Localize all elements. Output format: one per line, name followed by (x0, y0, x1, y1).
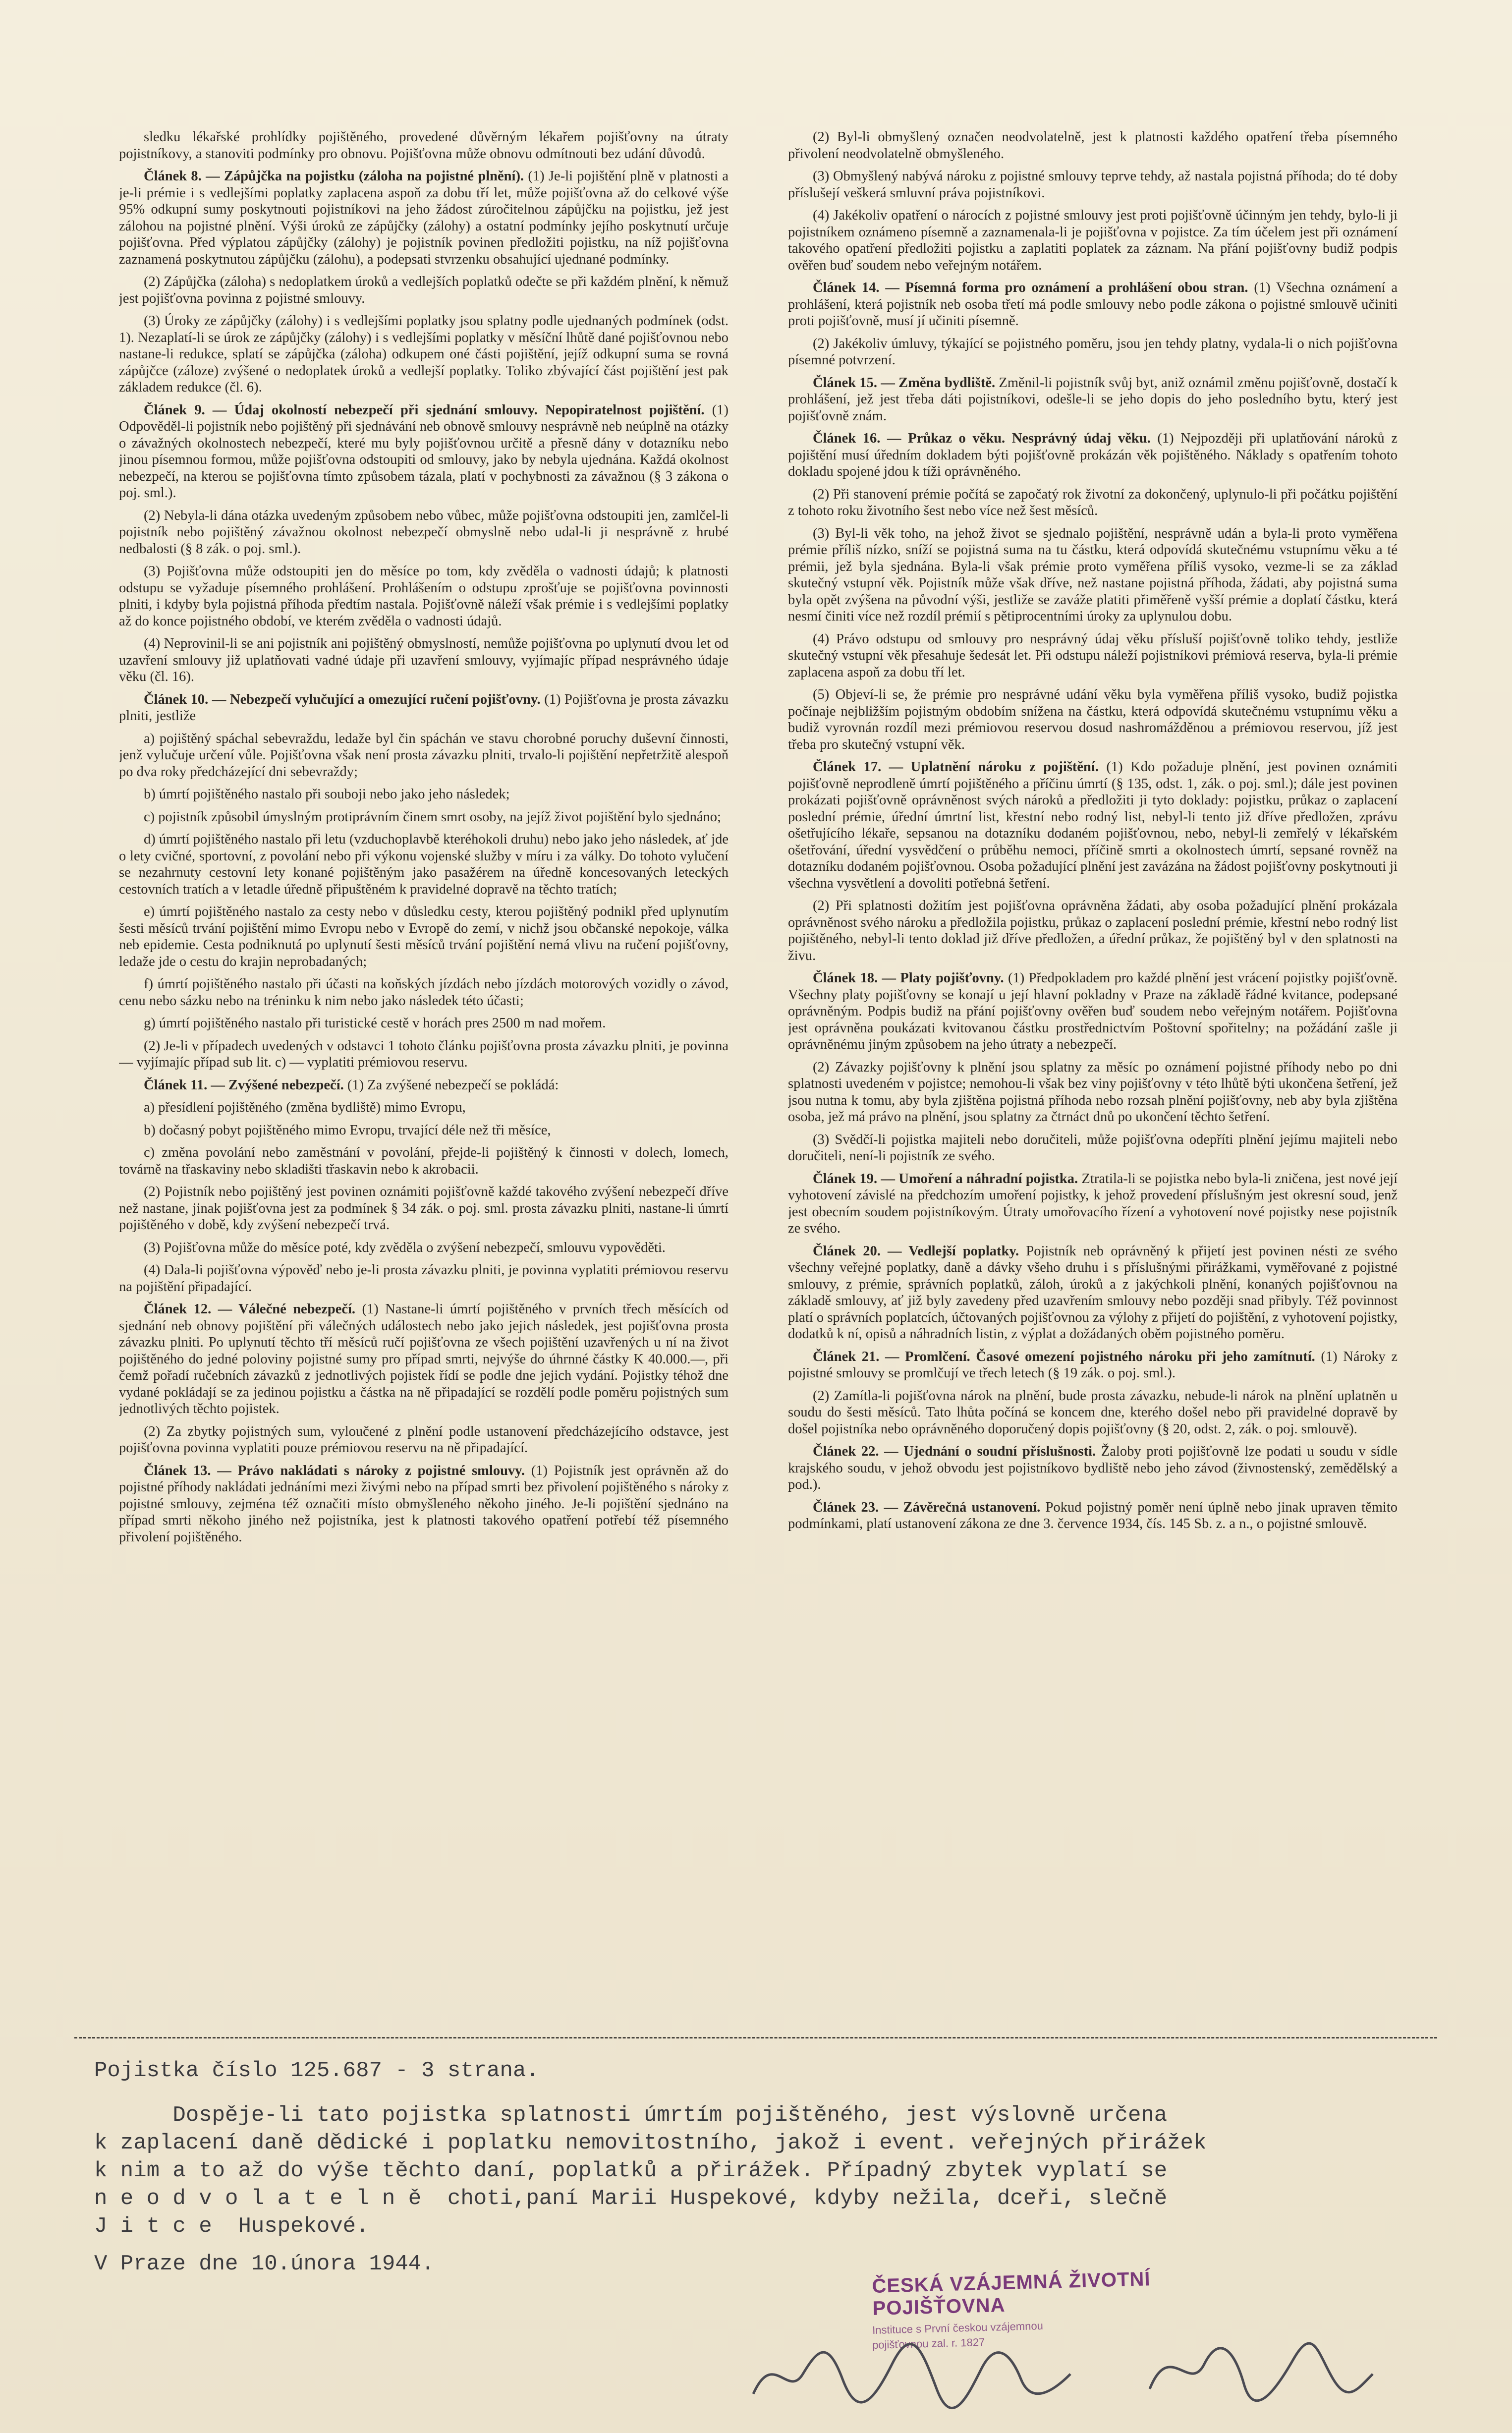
paragraph (788, 1388, 1398, 1438)
paragraph (788, 898, 1398, 964)
paragraph-text: (2) Za zbytky pojistných sum, vyloučené z plnění podle ustanovení předcházejícího odstavce, jest pojišťovna povinna vyplatiti pouze prémiovou reservu na ně připadající. (119, 1423, 728, 1456)
paragraph-text: (5) Objeví-li se, že prémie pro nesprávné udání věku byla vyměřena příliš vysoko, budiž pojistka počínaje nejbližším pojistným obdobím snížena na částku, která odpovídá skutečnému vstupnímu věku a budiž vyrovnán rozdíl mezi prémiovou reservou dosud nashromážděnou a prémiovou reservou, jíž jest třeba pro skutečný vstupní věk. (788, 687, 1398, 752)
paragraph-text: (1) Pojišťovna je prosta závazku plniti, jestliže (119, 691, 728, 724)
paragraph (119, 274, 728, 307)
paragraph (119, 508, 728, 558)
article-heading: Článek 19. — Umoření a náhradní pojistka. (813, 1171, 1078, 1187)
paragraph (119, 313, 728, 396)
typed-line: Dospěje-li tato pojistka splatnosti úmrtím pojištěného, jest výslovně určena (94, 2103, 1168, 2128)
paragraph (788, 1243, 1398, 1343)
paragraph (788, 375, 1398, 425)
article-heading: Článek 9. — Údaj okolností nebezpečí při sjednání smlouvy. Nepopiratelnost pojištění. (144, 402, 705, 418)
paragraph (788, 1349, 1398, 1382)
paragraph-text: (2) Pojistník nebo pojištěný jest povinen oznámiti pojišťovně každé takového zvýšení nebezpečí dříve než nastane, jinak pojišťovna jest za podmínek § 34 zák. o poj. sml. prosta závazku plniti, nastane-li úmrtí pojištěného v době, kdy zvýšení nebezpečí trvá. (119, 1184, 728, 1233)
paragraph (788, 759, 1398, 892)
left-column (119, 129, 728, 2002)
paragraph (788, 1443, 1398, 1493)
paragraph-text: sledku lékařské prohlídky pojištěného, provedené důvěrným lékařem pojišťovny na útraty pojistníkovy, a stanoviti podmínky pro obnovu. Pojišťovna může obnovu odmítnouti bez udání důvodů. (119, 129, 728, 162)
paragraph-text: f) úmrtí pojištěného nastalo při účasti na koňských jízdách nebo jízdách motorových vozidly o závod, cenu nebo sázku nebo na tréninku k nim nebo jako následek této účasti; (119, 976, 728, 1009)
paragraph-text: b) úmrtí pojištěného nastalo při souboji nebo jako jeho následek; (144, 787, 510, 802)
paragraph (119, 402, 728, 502)
paragraph-text: Pojistník neb oprávněný k přijetí jest povinen nésti ze svého všechny veřejné poplatky, daně a dávky všeho druhu i s příslušnými přirážkami, vyměřované z pojistné smlouvy, z prémie, správních poplatků, záloh, úroků a z jakýchkoli plnění, konaných pojišťovnou na základě smlouvy, ať již byly zavedeny před uzavřením smlouvy nebo později snad přibyly. Též povinnost platí o správních poplatcích, účtovaných pojišťovnou za výlohy z přijetí do pojištění, z vyhotovení pojistky, dodatků k ní, opisů a náhradních listin, z výplat a dožádaných oběm pojistného poměru. (788, 1243, 1398, 1342)
paragraph (119, 1463, 728, 1546)
paragraph-text: Žaloby proti pojišťovně lze podati u soudu v sídle krajského soudu, v jehož obvodu jest pojistníkovo bydliště nebo jeho závod (živnostenský, zemědělský a pod.). (788, 1444, 1398, 1492)
article-heading: Článek 8. — Zápůjčka na pojistku (záloha na pojistné plnění). (144, 169, 524, 184)
paragraph-text: d) úmrtí pojištěného nastalo při letu (vzduchoplavbě kteréhokoli druhu) nebo jako jeho následek, ať jde o lety cvičné, sportovní, z povolání nebo při výkonu vojenské služby v míru i za války. Do tohoto vylučení se nezahrnuty cestovní lety konané pojištěným jako pasažérem na úředně koncesovaných leteckých cestovních tratích a v letadle úředně připuštěném k pravidelné dopravě na těchto tratích; (119, 832, 728, 897)
paragraph (788, 129, 1398, 162)
article-heading: Článek 21. — Promlčení. Časové omezení pojistného nároku při jeho zamítnutí. (813, 1349, 1315, 1364)
paragraph (119, 831, 728, 898)
paragraph (788, 1499, 1398, 1532)
printed-conditions (119, 129, 1398, 2002)
paragraph-text: (2) Při stanovení prémie počítá se započatý rok životní za dokončený, uplynulo-li při počátku pojištění z tohoto roku životního šest nebo více než šest měsíců. (788, 486, 1398, 518)
paragraph (119, 1077, 728, 1094)
paragraph-text: (3) Svědčí-li pojistka majiteli nebo doručiteli, může pojišťovna odepříti plnění jejímu majiteli nebo doručiteli, není-li pojistník ze svého. (788, 1132, 1398, 1164)
signatures (743, 2320, 1388, 2419)
paragraph (119, 1038, 728, 1071)
paragraph-text: (4) Dala-li pojišťovna výpověď nebo je-li prosta závazku plniti, je povinna vyplatiti prémiovou reservu na pojištění připadající. (119, 1262, 728, 1295)
paragraph (119, 1301, 728, 1417)
article-heading: Článek 18. — Platy pojišťovny. (813, 970, 1004, 986)
paragraph (788, 207, 1398, 274)
paragraph-text: c) změna povolání nebo zaměstnání v povolání, přejde-li pojištěný k činnosti v dolech, lomech, továrně na třaskaviny nebo skladišti třaskavin nebo k akrobacii. (119, 1145, 728, 1177)
paragraph (119, 731, 728, 781)
article-heading: Článek 11. — Zvýšené nebezpečí. (144, 1077, 344, 1093)
paragraph-text: c) pojistník způsobil úmyslným protiprávním činem smrt osoby, na jejíž život pojištění bylo sjednáno; (144, 809, 721, 825)
paragraph-text: (3) Obmyšlený nabývá nároku z pojistné smlouvy teprve tehdy, až nastala pojistná příhoda; do té doby příslušejí veškerá smluvní práva pojistníkovi. (788, 169, 1398, 201)
paragraph-text: Ztratila-li se pojistka nebo byla-li zničena, jest nové její vyhotovení závislé na předchozím umoření pojistky, k jehož provedení příslušným jest okresní soud, jenž jest obecním soudem pojistníkovým. Útraty umořovacího řízení a vyhotovení nové pojistky nese pojistník ze svého. (788, 1171, 1398, 1236)
paragraph-text: Pokud pojistný poměr není úplně nebo jinak upraven těmito podmínkami, platí ustanovení zákona ze dne 3. července 1934, čís. 145 Sb. z. a n., o pojistné smlouvě. (788, 1499, 1398, 1531)
paragraph (119, 786, 728, 803)
paragraph (788, 1132, 1398, 1165)
paragraph (788, 525, 1398, 625)
paragraph-text: (2) Závazky pojišťovny k plnění jsou splatny za měsíc po oznámení pojistné příhody nebo po dni splatnosti uvedeném v pojistce; nemohou-li však bez viny pojišťovny v této lhůtě býti ukončena šetření, jež jsou nutna k tomu, aby byla zjištěna pojistná příhoda nebo rozsah plnění pojišťovny, neb aby byla zjištěna osoba, jež má právo na plnění, jsou splatny za čtrnáct dnů po ukončení těchto šetření. (788, 1059, 1398, 1125)
dashed-divider (74, 2037, 1437, 2038)
typed-line: k zaplacení daně dědické i poplatku nemovitostního, jakož i event. veřejných přirážek (94, 2131, 1207, 2155)
paragraph-text: g) úmrtí pojištěného nastalo při turistické cestě v horách pres 2500 m nad mořem. (144, 1016, 606, 1031)
paragraph-text: (1) Pojistník jest oprávněn až do pojistné příhody nakládati jednáními mezi živými nebo na případ smrti bez přivolení pojištěného s nároky z pojistné smlouvy, zejména též označiti místo obmyšleného někoho jiného. Je-li pojištění sjednáno na případ smrti někoho jiného než pojistníka, jest k platnosti takového opatření potřebí též písemného přivolení pojištěného. (119, 1463, 728, 1545)
paragraph-text: (3) Pojišťovna může do měsíce poté, kdy zvěděla o zvýšení nebezpečí, smlouvu vypověděti. (144, 1240, 666, 1255)
paragraph (119, 809, 728, 826)
paragraph (788, 336, 1398, 369)
paragraph (119, 563, 728, 629)
paragraph-text: (1) Předpokladem pro každé plnění jest vrácení pojistky pojišťovně. Všechny platy pojišťovny se konají u její hlavní pokladny v Praze na základě řádné kvitance, podepsané oprávněným. Podpis budiž na přání pojišťovny ověřen buď soudem nebo veřejným notářem. Pojišťovna jest oprávněna poukázati kvitovanou částku prostřednictvím Poštovní spořitelny; na požádání zašle ji oprávněnému jiným způsobem na jeho útraty a nebezpečí. (788, 970, 1398, 1052)
stamp-subtitle: Instituce s První českou vzájemnou (872, 2319, 1044, 2336)
paragraph (788, 1059, 1398, 1126)
article-heading: Článek 14. — Písemná forma pro oznámení a prohlášení obou stran. (813, 280, 1248, 295)
typed-clause (94, 2101, 1432, 2240)
paragraph (119, 1423, 728, 1457)
paragraph (788, 686, 1398, 753)
paragraph (788, 168, 1398, 201)
article-heading: Článek 13. — Právo nakládati s nároky z pojistné smlouvy. (144, 1463, 525, 1478)
paragraph (119, 1240, 728, 1256)
paragraph (788, 486, 1398, 519)
date-line: V Praze dne 10.února 1944. (94, 2252, 435, 2276)
article-heading: Článek 10. — Nebezpečí vylučující a omezující ručení pojišťovny. (144, 691, 541, 707)
paragraph-text: (2) Jakékoliv úmluvy, týkající se pojistného poměru, jsou jen tehdy platny, vydala-li o nich pojišťovna písemné potvrzení. (788, 336, 1398, 368)
paragraph (788, 1171, 1398, 1237)
paragraph-text: a) pojištěný spáchal sebevraždu, ledaže byl čin spáchán ve stavu chorobné poruchy duševní činnosti, jenž vylučuje určení vůle. Pojišťovna však není prosta závazku plniti, trvalo-li pojištění nepřetržitě alespoň po dva roky předcházející dni sebevraždy; (119, 731, 728, 780)
paragraph-text: (2) Při splatnosti dožitím jest pojišťovna oprávněna žádati, aby osoba požadující plnění prokázala oprávněnost svého nároku a předložila pojistku, průkaz o zaplacení poslední prémie, křestní nebo rodný list pojištěného, nebyl-li tento doklad již dříve předložen, a úřední průkaz, že pojištěný byl v den splatnosti na živu. (788, 898, 1398, 963)
typed-line: n e o d v o l a t e l n ě choti,paní Marii Huspekové, kdyby nežila, dceři, slečně (94, 2186, 1168, 2211)
paragraph (119, 1122, 728, 1139)
paragraph-text: (2) Zápůjčka (záloha) s nedoplatkem úroků a vedlejších poplatků odečte se při každém plnění, k němuž jest pojišťovna povinna z pojistné smlouvy. (119, 274, 728, 306)
typed-line: k nim a to až do výše těchto daní, poplatků a přirážek. Případný zbytek vyplatí se (94, 2158, 1168, 2183)
typed-line: J i t c e Huspekové. (94, 2214, 369, 2239)
paragraph-text: a) přesídlení pojištěného (změna bydliště) mimo Evropu, (144, 1100, 466, 1115)
paragraph-text: (1) Nastane-li úmrtí pojištěného v prvních třech měsících od sjednání neb obnovy pojištění při válečných událostech nebo jako jejich následek, jest pojišťovna prosta závazku plniti. Po uplynutí těchto tří měsíců ručí pojišťovna ze všech pojištění uzavřených u ní na život pojištěného do jedné poloviny pojistné sumy pro případ smrti, nejvýše do úhrnné částky K 40.000.—, při čemž pořadí ručebních závazků z jednotlivých pojistek řídí se podle dne jejich vydání. Pojistky téhož dne vydané pokládají se za jedinou pojistku a částka na ně připadající se rozdělí podle poměru pojistných sum jednotlivých těchto pojistek. (119, 1301, 728, 1416)
signature-right (1150, 2343, 1373, 2401)
paragraph-text: e) úmrtí pojištěného nastalo za cesty nebo v důsledku cesty, kterou pojištěný podnikl před uplynutím šesti měsíců trvání pojištění mimo Evropu nebo v Evropě do zemí, v nichž jsou občanské nepokoje, válka neb epidemie. Cesta podniknutá po uplynutí šesti měsíců trvání pojištění nemá vlivu na ručení pojišťovny, ledaže jde o cestu do krajin neprobadaných; (119, 904, 728, 969)
paragraph-text: (2) Byl-li obmyšlený označen neodvolatelně, jest k platnosti každého opatření třeba písemného přivolení neodvolatelně obmyšleného. (788, 129, 1398, 162)
paragraph-text: (1) Kdo požaduje plnění, jest povinen oznámiti pojišťovně neprodleně úmrtí pojištěného a příčinu úmrtí (§ 135, odst. 1, zák. o poj. sml.); dále jest povinen prokázati pojišťovně oprávněnost svých nároků a předložiti ji tyto doklady: pojistku, průkaz o zaplacení poslední prémie, úřední úmrtní list, křestní nebo rodný list, nebyl-li tento již dříve předložen, zprávu ošetřujícího lékaře, sepsanou na dotazníku dodaném pojišťovnou, nebo, nebyl-li zemřelý v lékařském ošetřování, úřední vysvědčení o průběhu nemoci, příčině smrti a okolnostech úmrtí, sepsané rovněž na dotazníku dodaném pojišťovnou. Osoba požadující plnění jest zavázána na žádost pojišťovny poskytnouti ji všechna vysvětlení a dovoliti potřebná šetření. (788, 759, 1398, 891)
paragraph (788, 430, 1398, 480)
article-heading: Článek 22. — Ujednání o soudní příslušnosti. (813, 1444, 1096, 1459)
paragraph-text: (1) Odpověděl-li pojistník nebo pojištěný při sjednávání neb obnově smlouvy nesprávně neb neúplně na otázky o závažných okolnostech nebezpečí, které mu byly pojišťovnou určitě a přesně dány v dotazníku nebo jinou písemnou formou, může pojišťovna odstoupiti od smlouvy, jako by nebyla ujednána. Každá okolnost nebezpečí, na kterou se pojišťovna tímto způsobem tázala, platí v pochybnosti za závažnou (§ 3 zákona o poj. sml.). (119, 402, 728, 501)
paragraph-text: (1) Nejpozději při uplatňování nároků z pojištění musí úředním dokladem býti pojišťovně prokázán věk pojištěného. Náklady s opatřením tohoto dokladu spojené jdou k tíži oprávněného. (788, 431, 1398, 479)
paragraph (119, 168, 728, 268)
paragraph (119, 1144, 728, 1178)
paragraph (119, 635, 728, 685)
article-heading: Článek 23. — Závěrečná ustanovení. (813, 1499, 1041, 1515)
stamp-title: ČESKÁ VZÁJEMNÁ ŽIVOTNÍ POJIŠŤOVNA (871, 2268, 1151, 2320)
paragraph-text: (4) Právo odstupu od smlouvy pro nesprávný údaj věku přísluší pojišťovně toliko tehdy, jestliže skutečný vstupní věk přesahuje šedesát let. Při odstupu náleží pojistníkovi prémiová reserva, byla-li prémie zaplacena aspoň za dobu tří let. (788, 631, 1398, 680)
article-heading: Článek 20. — Vedlejší poplatky. (813, 1243, 1019, 1259)
paragraph (788, 970, 1398, 1053)
article-heading: Článek 17. — Uplatnění nároku z pojištění. (813, 759, 1099, 775)
paragraph-text: (2) Zamítla-li pojišťovna nárok na plnění, bude prosta závazku, nebude-li nárok na plnění uplatněn u soudu do šesti měsíců. Tato lhůta počíná se koncem dne, kterého došel nebo při pravidelné dopravě by došel pojistníka nebo oprávněného doporučený dopis pojišťovny (§ 20, odst. 2, zák. o poj. smlouvě). (788, 1388, 1398, 1437)
paragraph-text: (1) Nároky z pojistné smlouvy se promlčují ve třech letech (§ 19 zák. o poj. sml.). (788, 1349, 1398, 1381)
article-heading: Článek 12. — Válečné nebezpečí. (144, 1301, 356, 1317)
paragraph (788, 280, 1398, 330)
paragraph-text: Změnil-li pojistník svůj byt, aniž oznámil změnu pojišťovně, dostačí k prohlášení, jež jest třeba dáti pojistníkovi, odešle-li se jeho dopis do jeho posledního bytu, který jest pojišťovně znám. (788, 375, 1398, 424)
stamp-subtitle-2: pojišťovnou zal. r. 1827 (872, 2336, 985, 2351)
paragraph-text: b) dočasný pobyt pojištěného mimo Evropu, trvající déle než tři měsíce, (144, 1122, 551, 1138)
paragraph (119, 1099, 728, 1116)
paragraph (119, 1184, 728, 1234)
paragraph-text: (3) Byl-li věk toho, na jehož život se sjednalo pojištění, nesprávně udán a byla-li proto vyměřena prémie příliš nízko, sníží se pojistná suma na tu částku, která odpovídá skutečnému vstupnímu věku a té prémii, jež byla sjednána. Byla-li však prémie proto vyměřena příliš vysoko, vezme-li se za základ skutečný vstupní věk. Pojistník může však dříve, než nastane pojistná příhoda, žádati, aby pojistná suma byla opět zvýšena na původní výši, jestliže se zaváže platiti přiměřeně vyšší prémie a doplatí částku, která nesmí činiti více než rozdíl prémií s pětiprocentními úroky za uplynulou dobu. (788, 525, 1398, 624)
paragraph (788, 631, 1398, 681)
paragraph-text: (4) Neprovinil-li se ani pojistník ani pojištěný obmyslností, nemůže pojišťovna po uplynutí dvou let od uzavření smlouvy již uplatňovati vadné údaje při uzavření smlouvy, vyjímajíc případ nesprávného údaje věku (čl. 16). (119, 636, 728, 684)
paragraph-text: (2) Je-li v případech uvedených v odstavci 1 tohoto článku pojišťovna prosta závazku plniti, je povinna — vyjímajíc případ sub lit. c) — vyplatiti prémiovou reservu. (119, 1038, 728, 1070)
paragraph-text: (1) Je-li pojištění plně v platnosti a je-li prémie i s vedlejšími poplatky zaplacena aspoň za dobu tří let, může pojišťovna až do celkové výše 95% odkupní sumy poskytnouti pojistníkovi na jeho žádost zúročitelnou zápůjčku na pojistku, jež jest zálohou na pojistné plnění. Výši úroků ze zápůjčky (zálohy) a ostatní podmínky jejího poskytnutí určuje pojišťovna. Před výplatou zápůjčky (zálohy) je pojistník povinen předložiti pojistku, na níž pojišťovna zaznamená poskytnutou zápůjčku (zálohu), a podepsati stvrzenku obsahující ujednané podmínky. (119, 169, 728, 267)
paragraph (119, 691, 728, 725)
right-column (788, 129, 1398, 2002)
paragraph-text: (3) Úroky ze zápůjčky (zálohy) i s vedlejšími poplatky jsou splatny podle ujednaných podmínek (odst. 1). Nezaplatí-li se úrok ze zápůjčky (zálohy) i s vedlejšími poplatky v měsíční lhůtě dané pojišťovnou nebo nastane-li redukce, splatí se zápůjčka (záloha) odkupem oné části pojištění, jejíž odkupní suma se rovná zápůjčce (záloze) zvýšené o nedoplatek úroků a vedlejší poplatky. Toliko zbývající část pojištění jest pak základem redukce (čl. 6). (119, 313, 728, 395)
paragraph-text: (1) Za zvýšené nebezpečí se pokládá: (343, 1077, 559, 1093)
paragraph (119, 904, 728, 970)
paragraph (119, 976, 728, 1009)
paragraph (119, 129, 728, 162)
paragraph (119, 1015, 728, 1032)
policy-header: Pojistka číslo 125.687 - 3 strana. (94, 2058, 539, 2083)
article-heading: Článek 16. — Průkaz o věku. Nesprávný údaj věku. (813, 431, 1151, 446)
paragraph (119, 1262, 728, 1295)
paragraph-text: (3) Pojišťovna může odstoupiti jen do měsíce po tom, kdy zvěděla o vadnosti údajů; k platnosti odstupu se vyžaduje písemného prohlášení. Prohlášením o odstupu zprošťuje se pojišťovna povinnosti plniti, i kdyby byla pojistná příhoda předtím nastala. Pojišťovně náleží však prémie i s vedlejšími poplatky až do konce pojistného období, ve kterém zvěděla o vadnosti údajů. (119, 564, 728, 629)
paragraph-text: (2) Nebyla-li dána otázka uvedeným způsobem nebo vůbec, může pojišťovna odstoupiti jen, zamlčel-li pojistník nebo pojištěný závažnou okolnost nebezpečí obmyslně nebo udal-li ji nesprávně z hrubé nedbalosti (§ 8 zák. o poj. sml.). (119, 508, 728, 557)
paragraph-text: (1) Všechna oznámení a prohlášení, která pojistník neb osoba třetí má podle smlouvy nebo podle zákona o pojistné smlouvě učiniti proti pojišťovně, musí jí učiniti písemně. (788, 280, 1398, 329)
signature-left (753, 2344, 1070, 2408)
article-heading: Článek 15. — Změna bydliště. (813, 375, 996, 391)
paragraph-text: (4) Jakékoliv opatření o nárocích z pojistné smlouvy jest proti pojišťovně účinným jen tehdy, bylo-li ji pojistníkem oznámeno písemně a zaznamenala-li je pojišťovna v pojistce. Za tím účelem jest při oznámení takového opatření předložiti pojistku a zaplatiti poplatek za záznam. Na přání pojišťovny budiž podpis ověřen buď soudem nebo veřejným notářem. (788, 208, 1398, 273)
